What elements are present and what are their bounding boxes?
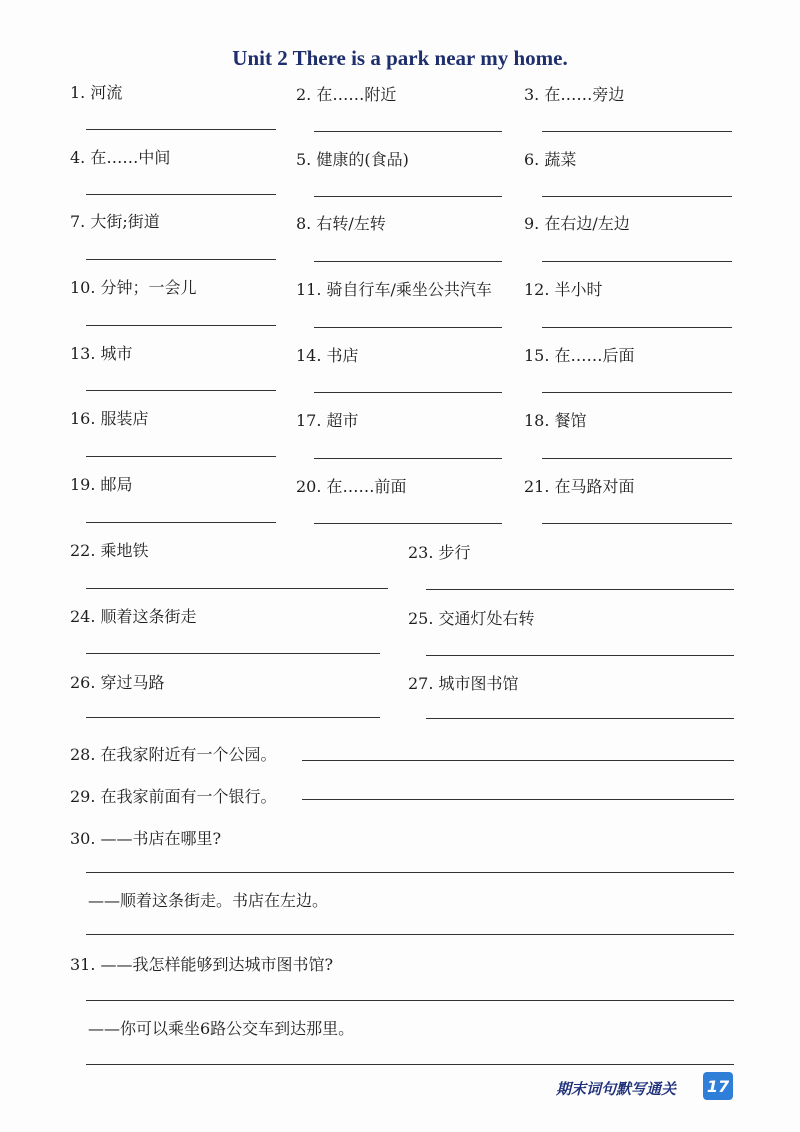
answer-line-30b[interactable] — [86, 934, 734, 935]
page-title: Unit 2 There is a park near my home. — [232, 46, 568, 70]
answer-line-31a[interactable] — [86, 1000, 734, 1001]
answer-line-4[interactable] — [86, 194, 276, 195]
item-4: 4. 在……中间 — [70, 148, 171, 167]
item-10: 10. 分钟；一会儿 — [70, 278, 197, 297]
item-8: 8. 右转/左转 — [296, 214, 386, 233]
answer-line-11[interactable] — [314, 327, 502, 328]
answer-line-21[interactable] — [542, 523, 732, 524]
answer-line-12[interactable] — [542, 327, 732, 328]
answer-line-28[interactable] — [302, 760, 734, 761]
item-31-reply: ——你可以乘坐6路公交车到达那里。 — [88, 1019, 355, 1038]
item-7: 7. 大街;街道 — [70, 212, 160, 231]
item-13: 13. 城市 — [70, 344, 133, 363]
item-22: 22. 乘地铁 — [70, 541, 149, 560]
answer-line-2[interactable] — [314, 131, 502, 132]
item-23: 23. 步行 — [408, 543, 471, 562]
answer-line-19[interactable] — [86, 522, 276, 523]
item-9: 9. 在右边/左边 — [524, 214, 630, 233]
answer-line-1[interactable] — [86, 129, 276, 130]
item-28: 28. 在我家附近有一个公园。 — [70, 745, 277, 764]
item-12: 12. 半小时 — [524, 280, 603, 299]
item-31-question: 31. ——我怎样能够到达城市图书馆? — [70, 955, 334, 974]
answer-line-23[interactable] — [426, 589, 734, 590]
item-6: 6. 蔬菜 — [524, 150, 577, 169]
footer-title: 期末词句默写通关 — [556, 1080, 677, 1098]
item-27: 27. 城市图书馆 — [408, 674, 519, 693]
item-30-reply: ——顺着这条街走。书店在左边。 — [88, 891, 329, 910]
answer-line-15[interactable] — [542, 392, 732, 393]
item-18: 18. 餐馆 — [524, 411, 587, 430]
item-15: 15. 在……后面 — [524, 346, 635, 365]
item-26: 26. 穿过马路 — [70, 673, 165, 692]
item-16: 16. 服装店 — [70, 409, 149, 428]
answer-line-18[interactable] — [542, 458, 732, 459]
answer-line-13[interactable] — [86, 390, 276, 391]
item-29: 29. 在我家前面有一个银行。 — [70, 787, 277, 806]
item-24: 24. 顺着这条街走 — [70, 607, 197, 626]
answer-line-14[interactable] — [314, 392, 502, 393]
answer-line-9[interactable] — [542, 261, 732, 262]
item-20: 20. 在……前面 — [296, 477, 407, 496]
item-2: 2. 在……附近 — [296, 85, 397, 104]
answer-line-26[interactable] — [86, 717, 380, 718]
answer-line-20[interactable] — [314, 523, 502, 524]
answer-line-5[interactable] — [314, 196, 502, 197]
answer-line-16[interactable] — [86, 456, 276, 457]
answer-line-7[interactable] — [86, 259, 276, 260]
answer-line-10[interactable] — [86, 325, 276, 326]
answer-line-31b[interactable] — [86, 1064, 734, 1065]
answer-line-6[interactable] — [542, 196, 732, 197]
answer-line-8[interactable] — [314, 261, 502, 262]
answer-line-3[interactable] — [542, 131, 732, 132]
item-3: 3. 在……旁边 — [524, 85, 625, 104]
item-25: 25. 交通灯处右转 — [408, 609, 535, 628]
item-17: 17. 超市 — [296, 411, 359, 430]
answer-line-29[interactable] — [302, 799, 734, 800]
item-14: 14. 书店 — [296, 346, 359, 365]
item-19: 19. 邮局 — [70, 475, 133, 494]
item-21: 21. 在马路对面 — [524, 477, 635, 496]
item-11: 11. 骑自行车/乘坐公共汽车 — [296, 280, 492, 299]
answer-line-25[interactable] — [426, 655, 734, 656]
answer-line-17[interactable] — [314, 458, 502, 459]
answer-line-27[interactable] — [426, 718, 734, 719]
page-number: 17 — [703, 1072, 733, 1100]
answer-line-30a[interactable] — [86, 872, 734, 873]
item-5: 5. 健康的(食品) — [296, 150, 409, 169]
item-1: 1. 河流 — [70, 83, 123, 102]
answer-line-22[interactable] — [86, 588, 388, 589]
answer-line-24[interactable] — [86, 653, 380, 654]
item-30-question: 30. ——书店在哪里? — [70, 829, 222, 848]
